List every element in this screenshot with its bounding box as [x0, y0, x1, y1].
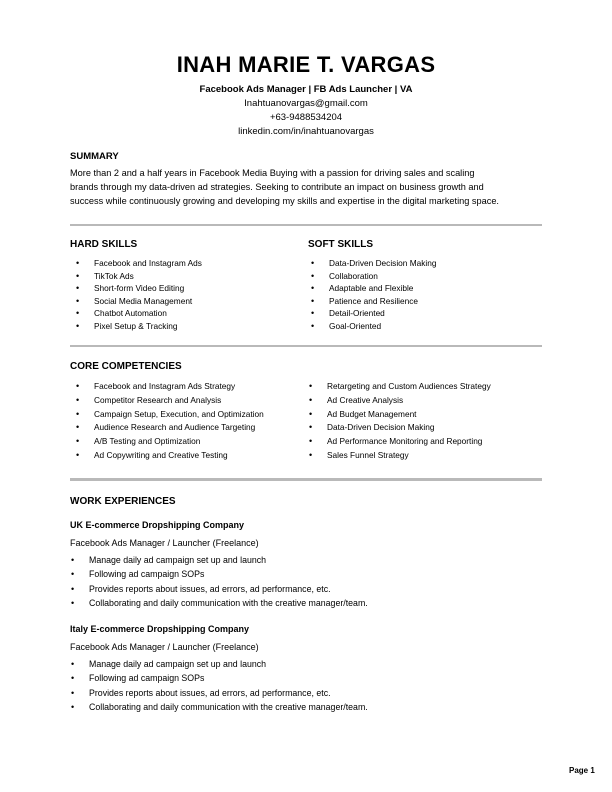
job-title-line: Facebook Ads Manager | FB Ads Launcher | VA: [199, 84, 413, 95]
hard-skills-heading: HARD SKILLS: [70, 239, 138, 250]
list-item: • Following ad campaign SOPs: [70, 567, 368, 581]
list-item: • Detail-Oriented: [305, 307, 436, 320]
section-divider: [70, 345, 542, 347]
summary-line: More than 2 and a half years in Facebook Media Buying with a passion for driving sales and scaling: [70, 168, 475, 178]
job-duties-list: [70, 553, 368, 611]
work-experiences-heading: WORK EXPERIENCES: [70, 496, 176, 507]
page-number: Page 1: [569, 766, 595, 775]
job-role: Facebook Ads Manager / Launcher (Freelance): [70, 538, 259, 548]
list-item: • A/B Testing and Optimization: [70, 435, 264, 449]
list-item: • Ad Performance Monitoring and Reporting: [303, 435, 491, 449]
list-item: • Campaign Setup, Execution, and Optimization: [70, 408, 264, 422]
list-item: • TikTok Ads: [70, 270, 202, 283]
list-item: • Collaborating and daily communication with the creative manager/team.: [70, 700, 368, 714]
list-item: • Patience and Resilience: [305, 295, 436, 308]
list-item: • Following ad campaign SOPs: [70, 671, 368, 685]
list-item: • Data-Driven Decision Making: [303, 421, 491, 435]
core-competencies-heading: CORE COMPETENCIES: [70, 361, 182, 372]
linkedin-url: linkedin.com/in/inahtuanovargas: [238, 126, 374, 137]
list-item: • Adaptable and Flexible: [305, 282, 436, 295]
list-item: • Facebook and Instagram Ads Strategy: [70, 380, 264, 394]
applicant-name: INAH MARIE T. VARGAS: [176, 52, 436, 77]
list-item: • Manage daily ad campaign set up and launch: [70, 553, 368, 567]
list-item: • Facebook and Instagram Ads: [70, 257, 202, 270]
list-item: • Manage daily ad campaign set up and launch: [70, 657, 368, 671]
core-competencies-left-list: [70, 380, 264, 463]
summary-paragraph: [70, 166, 545, 208]
list-item: • Sales Funnel Strategy: [303, 449, 491, 463]
summary-line: brands through my data-driven ad strategies. Seeking to contribute an impact on business growth and: [70, 182, 484, 192]
list-item: • Ad Copywriting and Creative Testing: [70, 449, 264, 463]
list-item: • Pixel Setup & Tracking: [70, 320, 202, 333]
job-duties-list: [70, 657, 368, 715]
soft-skills-heading: SOFT SKILLS: [308, 239, 373, 250]
summary-line: success while continuously growing and developing my skills and expertise in the digital marketing space.: [70, 196, 499, 206]
list-item: • Social Media Management: [70, 295, 202, 308]
list-item: • Chatbot Automation: [70, 307, 202, 320]
hard-skills-list: [70, 257, 202, 333]
list-item: • Provides reports about issues, ad errors, ad performance, etc.: [70, 582, 368, 596]
job-role: Facebook Ads Manager / Launcher (Freelance): [70, 642, 259, 652]
core-competencies-right-list: [303, 380, 491, 463]
list-item: • Goal-Oriented: [305, 320, 436, 333]
company-name: UK E-commerce Dropshipping Company: [70, 520, 245, 530]
email-address: Inahtuanovargas@gmail.com: [244, 98, 368, 109]
list-item: • Competitor Research and Analysis: [70, 394, 264, 408]
list-item: • Provides reports about issues, ad errors, ad performance, etc.: [70, 686, 368, 700]
list-item: • Collaboration: [305, 270, 436, 283]
list-item: • Data-Driven Decision Making: [305, 257, 436, 270]
section-divider: [70, 478, 542, 481]
company-name: Italy E-commerce Dropshipping Company: [70, 624, 250, 634]
list-item: • Ad Budget Management: [303, 408, 491, 422]
list-item: • Retargeting and Custom Audiences Strategy: [303, 380, 491, 394]
phone-number: +63-9488534204: [269, 112, 343, 123]
section-divider: [70, 224, 542, 226]
list-item: • Collaborating and daily communication with the creative manager/team.: [70, 596, 368, 610]
list-item: • Ad Creative Analysis: [303, 394, 491, 408]
list-item: • Short-form Video Editing: [70, 282, 202, 295]
summary-heading: SUMMARY: [70, 151, 119, 162]
soft-skills-list: [305, 257, 436, 333]
list-item: • Audience Research and Audience Targeting: [70, 421, 264, 435]
